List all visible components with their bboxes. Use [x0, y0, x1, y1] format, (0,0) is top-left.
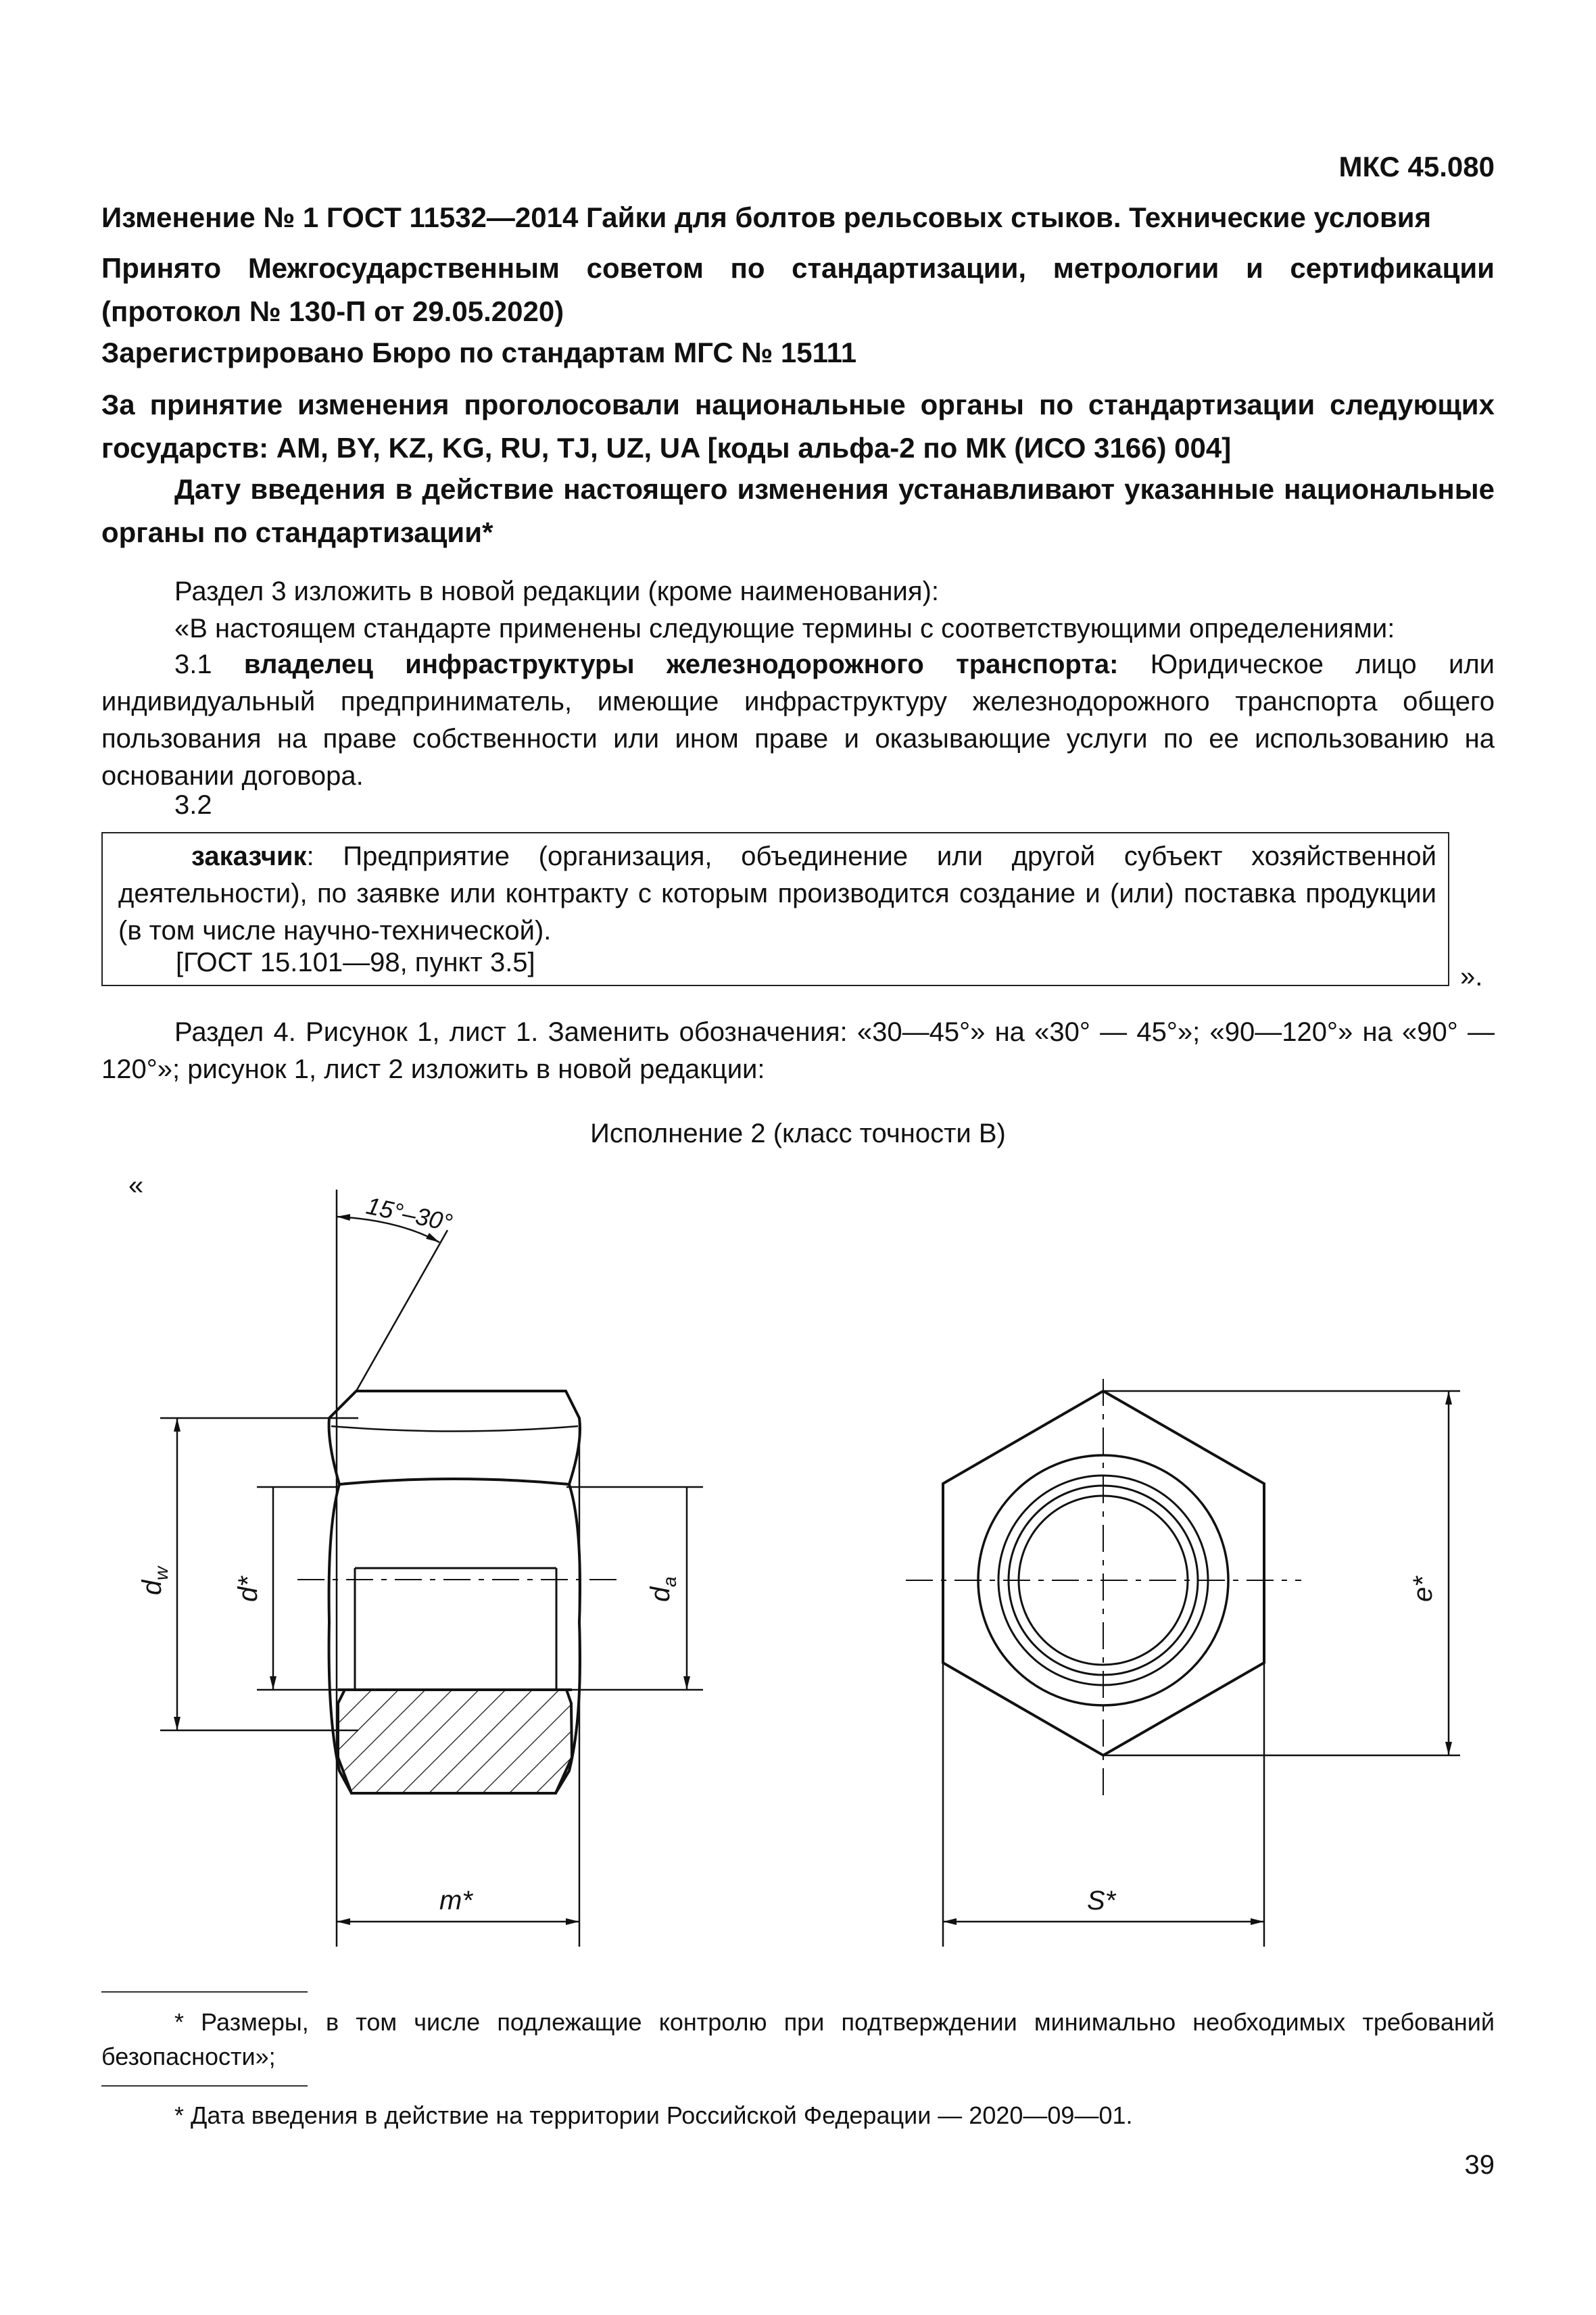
term-3-2-source: [ГОСТ 15.101—98, пункт 3.5] — [176, 948, 535, 977]
dw-subscript: w — [151, 1566, 172, 1580]
top-view — [906, 1379, 1460, 1947]
dw-label: d — [137, 1580, 167, 1595]
s-label: S* — [1087, 1886, 1116, 1916]
figure-caption: Исполнение 2 (класс точности В) — [590, 1119, 1006, 1148]
page-number: 39 — [1464, 2150, 1495, 2180]
change-title: Изменение № 1 ГОСТ 11532—2014 Гайки для болтов рельсовых стыков. Технические условия — [101, 201, 1432, 233]
footnote-rule-2 — [101, 2085, 308, 2087]
term-3-2-number: 3.2 — [174, 790, 212, 820]
term-3-1-definition: Юридическое лицо или индивидуальный предприниматель, имеющие инфраструктуру железнодорожного транспорта общего пользования на праве собственности или ином праве и оказывающие услуги по ее использованию на основании договора. — [101, 650, 1495, 791]
da-label: d — [646, 1586, 675, 1602]
voted-note: За принятие изменения проголосовали национальные органы по стандартизации следующих государств: AM, BY, KZ, KG, RU, TJ, UZ, UA [коды альфа-2 по МК (ИСО 3166) 004] — [101, 389, 1495, 464]
footnote-2: * Дата введения в действие на территории Российской Федерации — 2020—09—01. — [174, 2101, 1133, 2129]
m-label: m* — [439, 1886, 473, 1916]
da-subscript: a — [659, 1576, 680, 1587]
angle-label: 15°–30° — [364, 1191, 455, 1237]
dimension-labels — [137, 1192, 1438, 1916]
section3-instruction: Раздел 3 изложить в новой редакции (кроме наименования): — [174, 577, 939, 606]
adopted-note: Принято Межгосударственным советом по стандартизации, метрологии и сертификации (протокол № 130-П от 29.05.2020) — [101, 252, 1495, 327]
section4-instruction: Раздел 4. Рисунок 1, лист 1. Заменить обозначения: «30—45°» на «30° — 45°»; «90—120°» на «90° — 120°»; рисунок 1, лист 2 изложить в новой редакции: — [101, 1017, 1495, 1084]
side-view — [160, 1190, 703, 1947]
d-label: d* — [233, 1576, 263, 1602]
footnote-1: * Размеры, в том числе подлежащие контролю при подтверждении минимально необходимых требований безопасности»; — [101, 2008, 1495, 2070]
effective-date-note: Дату введения в действие настоящего изменения устанавливают указанные национальные органы по стандартизации* — [101, 473, 1495, 548]
registered-note: Зарегистрировано Бюро по стандартам МГС № 15111 — [101, 337, 857, 368]
figure-open-quote: « — [128, 1171, 144, 1200]
section3-terms-intro: «В настоящем стандарте применены следующие термины с соответствующими определениями: — [174, 614, 1395, 643]
term-3-1-term: владелец инфраструктуры железнодорожного транспорта: — [243, 650, 1119, 679]
footnote-rule-1 — [101, 1991, 308, 1993]
term-3-1-number: 3.1 — [174, 650, 244, 679]
e-label: e* — [1408, 1576, 1438, 1602]
term-3-2-text: : Предприятие (организация, объединение или другой субъект хозяйственной деятельности), по заявке или контракту с которым производится создание и (или) поставка продукции (в том числе научно-технической). — [118, 842, 1436, 946]
term-3-2-term: заказчик — [191, 842, 307, 871]
classification-code: МКС 45.080 — [1338, 151, 1495, 182]
closing-quote: ». — [1460, 962, 1483, 992]
